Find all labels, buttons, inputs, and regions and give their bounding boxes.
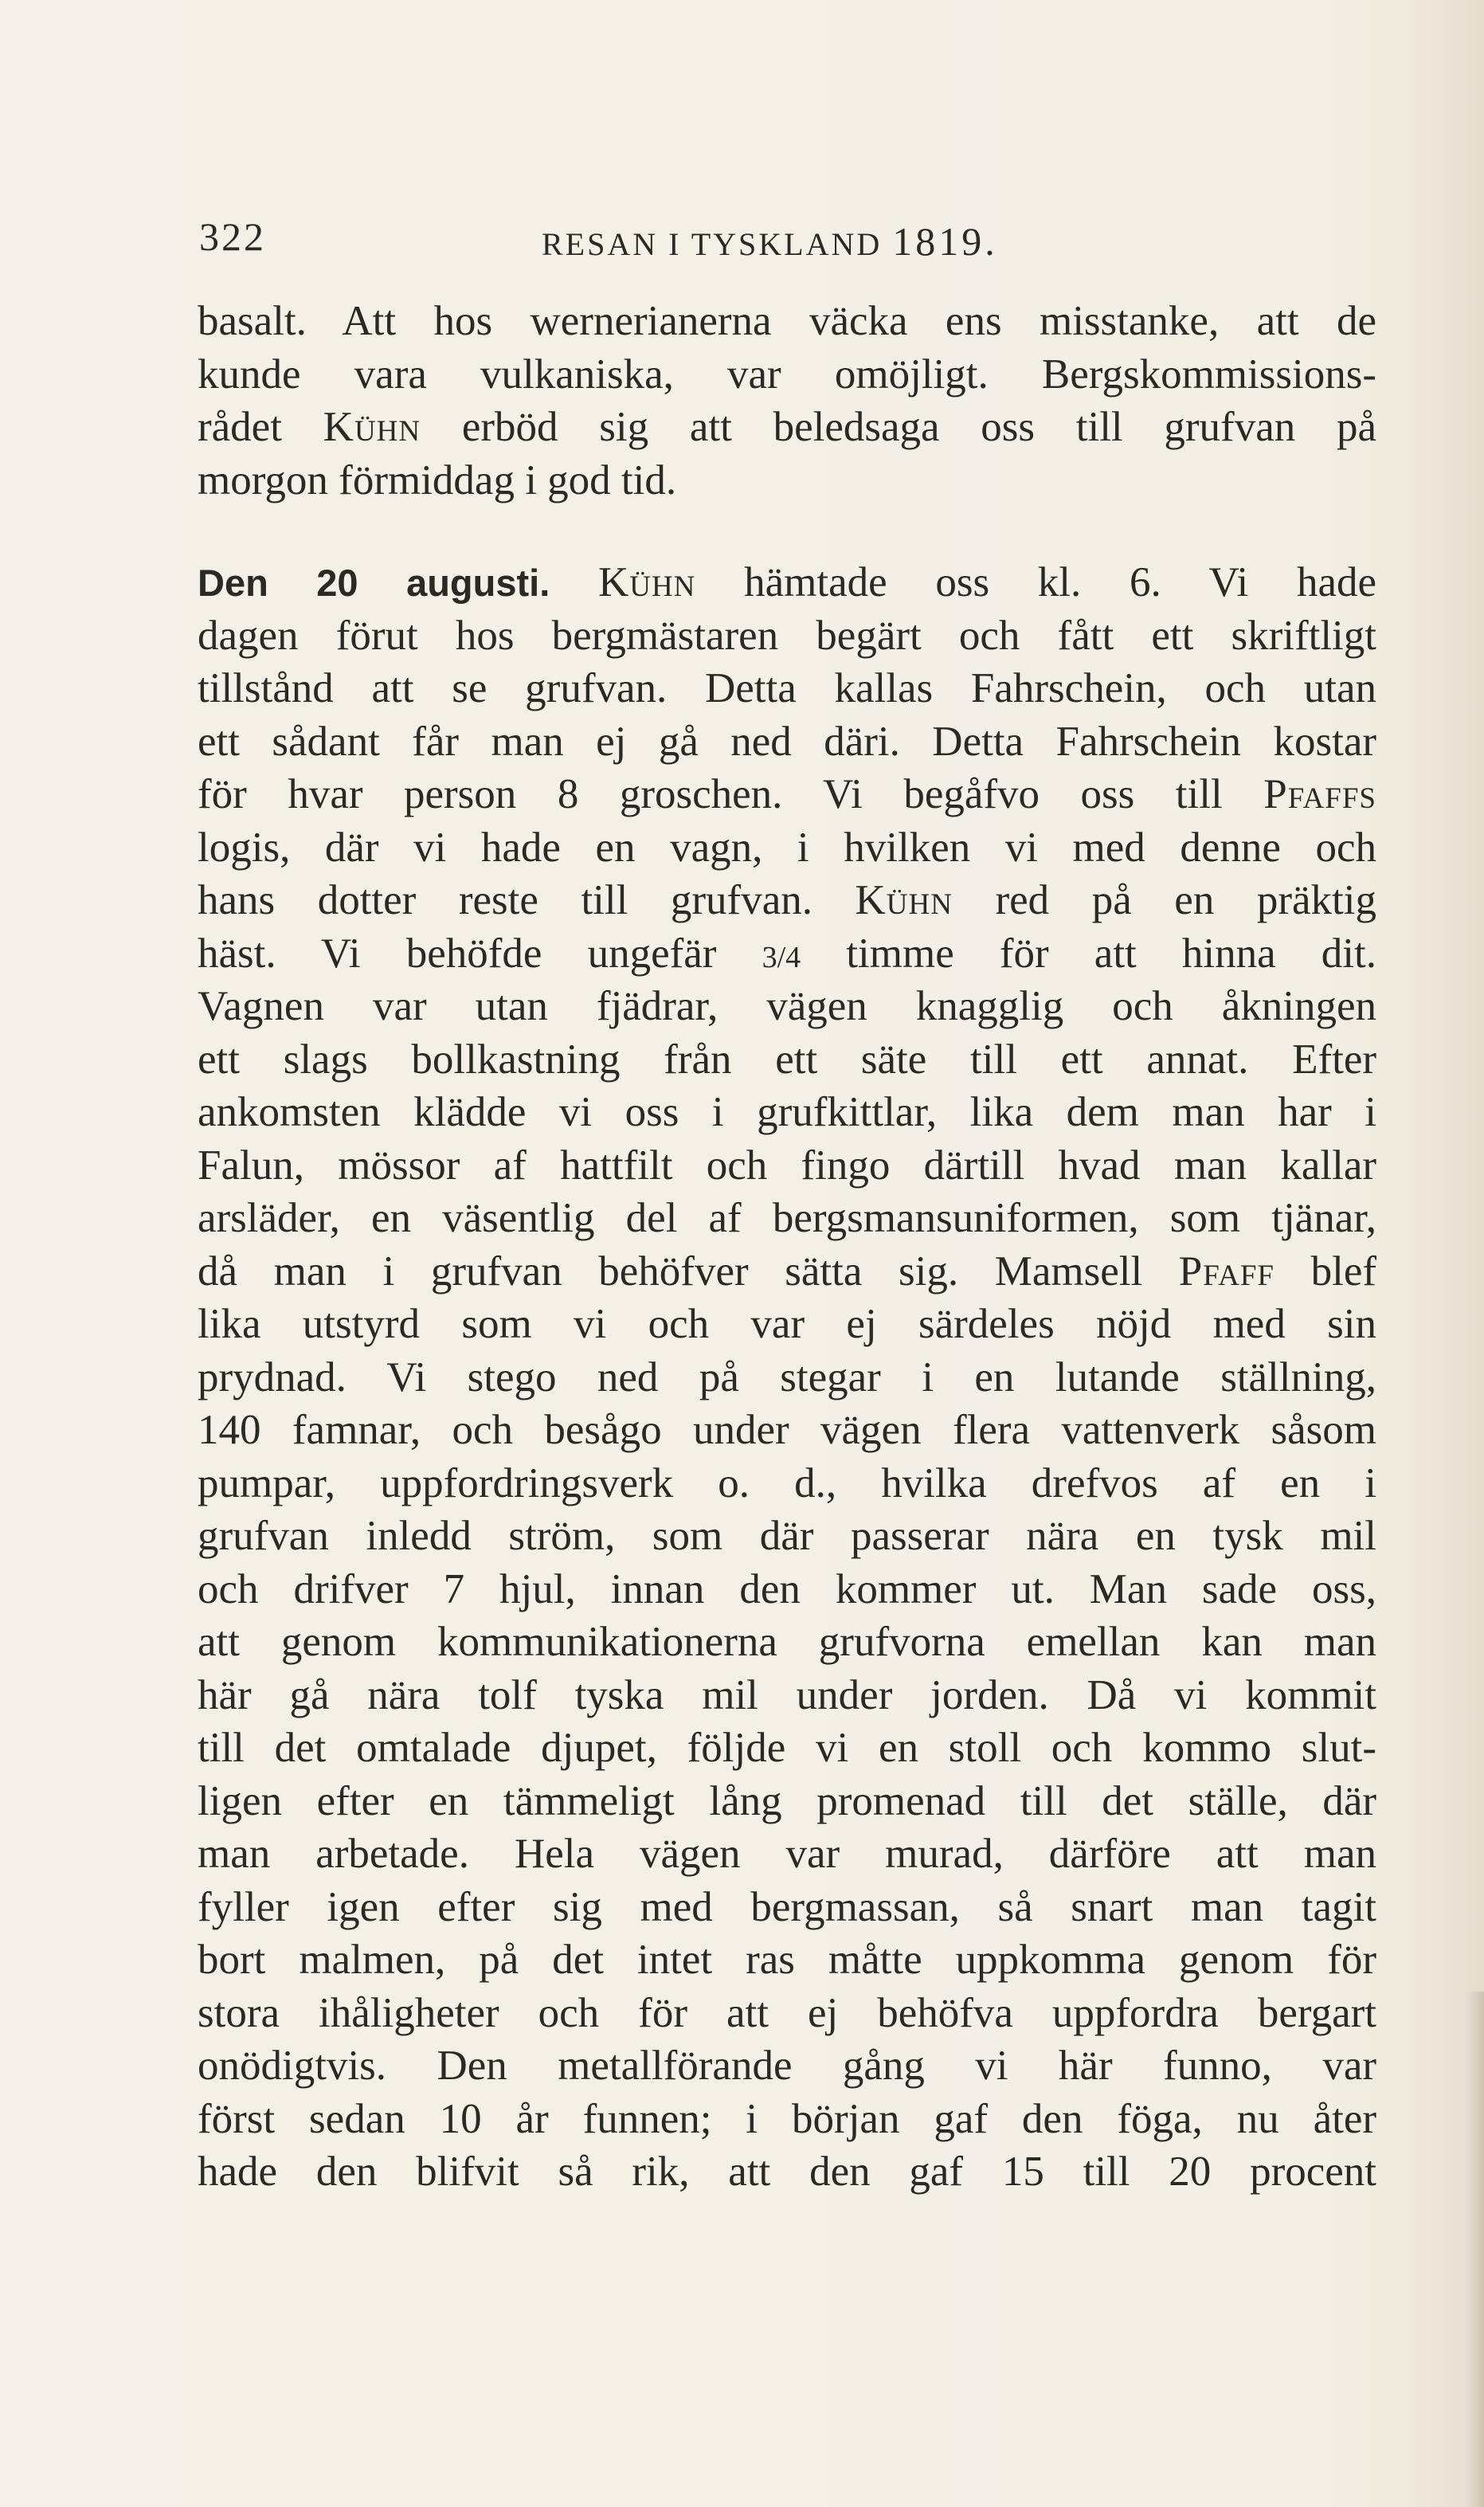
- paragraph-gap: [198, 507, 1376, 556]
- line-text: erböd sig att beledsaga oss till grufvan på: [421, 404, 1376, 450]
- running-title-text: RESAN I TYSKLAND: [542, 226, 893, 262]
- line-text: att genom kommunikationerna grufvorna emellan kan man: [198, 1619, 1376, 1665]
- line-text: här gå nära tolf tyska mil under jorden. Då vi kommit: [198, 1671, 1376, 1718]
- line-text: morgon förmiddag i god tid.: [198, 456, 677, 503]
- page-header: [199, 213, 1378, 277]
- line-text: ett sådant får man ej gå ned däri. Detta Fahrschein kostar: [198, 718, 1376, 765]
- line-text: ankomsten klädde vi oss i grufkittlar, lika dem man har i: [198, 1089, 1376, 1135]
- line-text: grufvan inledd ström, som där passerar nära en tysk mil: [198, 1513, 1376, 1559]
- line-text: arsläder, en väsentlig del af bergsmansuniformen, som tjänar,: [198, 1195, 1376, 1241]
- line-text: tillstånd att se grufvan. Detta kallas Fahrschein, och utan: [198, 665, 1376, 711]
- text-line: [198, 768, 1376, 821]
- text-line: [198, 1457, 1376, 1510]
- name-smallcaps: Pfaff: [1178, 1248, 1275, 1295]
- line-text: fyller igen efter sig med bergmassan, så snart man tagit: [198, 1883, 1376, 1930]
- text-line: [198, 1563, 1376, 1616]
- text-line: [198, 821, 1376, 875]
- line-text: till det omtalade djupet, följde vi en stoll och kommo slut-: [198, 1725, 1376, 1771]
- line-text: ligen efter en tämmeligt lång promenad till det ställe, där: [198, 1777, 1376, 1824]
- line-text: hans dotter reste till grufvan.: [198, 877, 856, 923]
- text-line: [198, 874, 1376, 927]
- line-text: och drifver 7 hjul, innan den kommer ut. Man sade oss,: [198, 1565, 1376, 1612]
- running-title: [542, 218, 998, 264]
- text-line: [198, 1351, 1376, 1404]
- text-line: [198, 1987, 1376, 2040]
- line-text: kunde vara vulkaniska, var omöjligt. Bergskommissions-: [198, 351, 1376, 398]
- text-line: [198, 609, 1376, 663]
- text-line: [198, 1086, 1376, 1139]
- text-line: [198, 454, 1376, 507]
- line-text: bort malmen, på det intet ras måtte uppkomma genom för: [198, 1937, 1376, 1983]
- text-line: [198, 2093, 1376, 2146]
- text-line: [198, 1139, 1376, 1193]
- text-line: [198, 2039, 1376, 2093]
- text-line: [198, 1245, 1376, 1299]
- text-line: [198, 1722, 1376, 1775]
- line-text: för hvar person 8 groschen. Vi begåfvo oss till: [198, 771, 1264, 817]
- text-line: [198, 1669, 1376, 1722]
- line-text: man arbetade. Hela vägen var murad, därföre att man: [198, 1831, 1376, 1877]
- text-line: [198, 556, 1376, 609]
- line-text: 140 famnar, och besågo under vägen flera vattenverk såsom: [198, 1407, 1376, 1453]
- running-title-year: 1819.: [892, 219, 998, 264]
- line-text: lika utstyrd som vi och var ej särdeles nöjd med sin: [198, 1301, 1376, 1347]
- text-line: [198, 927, 1376, 981]
- name-smallcaps: Kühn: [597, 559, 696, 605]
- text-line: [198, 1881, 1376, 1934]
- text-line: [198, 1616, 1376, 1669]
- line-text: då man i grufvan behöfver sätta sig. Mamsell: [198, 1248, 1179, 1295]
- body-text: [198, 295, 1376, 2199]
- text-line: [198, 1827, 1376, 1881]
- line-text: prydnad. Vi stego ned på stegar i en lutande ställning,: [198, 1353, 1376, 1400]
- text-line: [198, 1933, 1376, 1987]
- text-line: [198, 2145, 1376, 2199]
- text-line: [198, 1298, 1376, 1351]
- line-text: ett slags bollkastning från ett säte till ett annat. Efter: [198, 1036, 1376, 1083]
- fraction: 3/4: [762, 940, 801, 974]
- page-edge-shadow: [1466, 1992, 1484, 2507]
- line-text: först sedan 10 år funnen; i början gaf den föga, nu åter: [198, 2095, 1376, 2142]
- line-text: pumpar, uppfordringsverk o. d., hvilka drefvos af en i: [198, 1459, 1376, 1506]
- text-line: [198, 980, 1376, 1033]
- text-line: [198, 1775, 1376, 1828]
- line-text: basalt. Att hos wernerianerna väcka ens misstanke, att de: [198, 298, 1376, 344]
- line-text: stora ihåligheter och för att ej behöfva uppfordra bergart: [198, 1989, 1376, 2036]
- text-line: [198, 348, 1376, 402]
- name-smallcaps: Kühn: [323, 404, 421, 450]
- line-text: timme för att hinna dit.: [801, 930, 1376, 977]
- line-text: rådet: [198, 404, 323, 450]
- name-smallcaps: Pfaffs: [1263, 771, 1376, 817]
- text-line: [198, 1192, 1376, 1245]
- line-text: blef: [1274, 1248, 1376, 1295]
- page-number: 322: [199, 214, 266, 259]
- text-line: [198, 1510, 1376, 1563]
- line-text: hade den blifvit så rik, att den gaf 15 till 20 procent: [198, 2149, 1376, 2195]
- line-text: red på en präktig: [952, 877, 1376, 923]
- line-text: dagen förut hos bergmästaren begärt och fått ett skriftligt: [198, 612, 1376, 659]
- text-line: [198, 295, 1376, 348]
- text-line: [198, 715, 1376, 769]
- date-heading: Den 20 augusti.: [198, 562, 550, 604]
- line-text: logis, där vi hade en vagn, i hvilken vi med denne och: [198, 824, 1376, 871]
- name-smallcaps: Kühn: [855, 877, 953, 923]
- line-text: Falun, mössor af hattfilt och fingo därtill hvad man kallar: [198, 1142, 1376, 1189]
- line-text: häst. Vi behöfde ungefär: [198, 930, 762, 977]
- text-line: [198, 401, 1376, 454]
- line-text: Vagnen var utan fjädrar, vägen knagglig och åkningen: [198, 983, 1376, 1029]
- text-line: [198, 662, 1376, 715]
- text-line: [198, 1033, 1376, 1087]
- line-text: onödigtvis. Den metallförande gång vi här funno, var: [198, 2043, 1376, 2089]
- text-line: [198, 1404, 1376, 1457]
- line-text: hämtade oss kl. 6. Vi hade: [695, 559, 1377, 605]
